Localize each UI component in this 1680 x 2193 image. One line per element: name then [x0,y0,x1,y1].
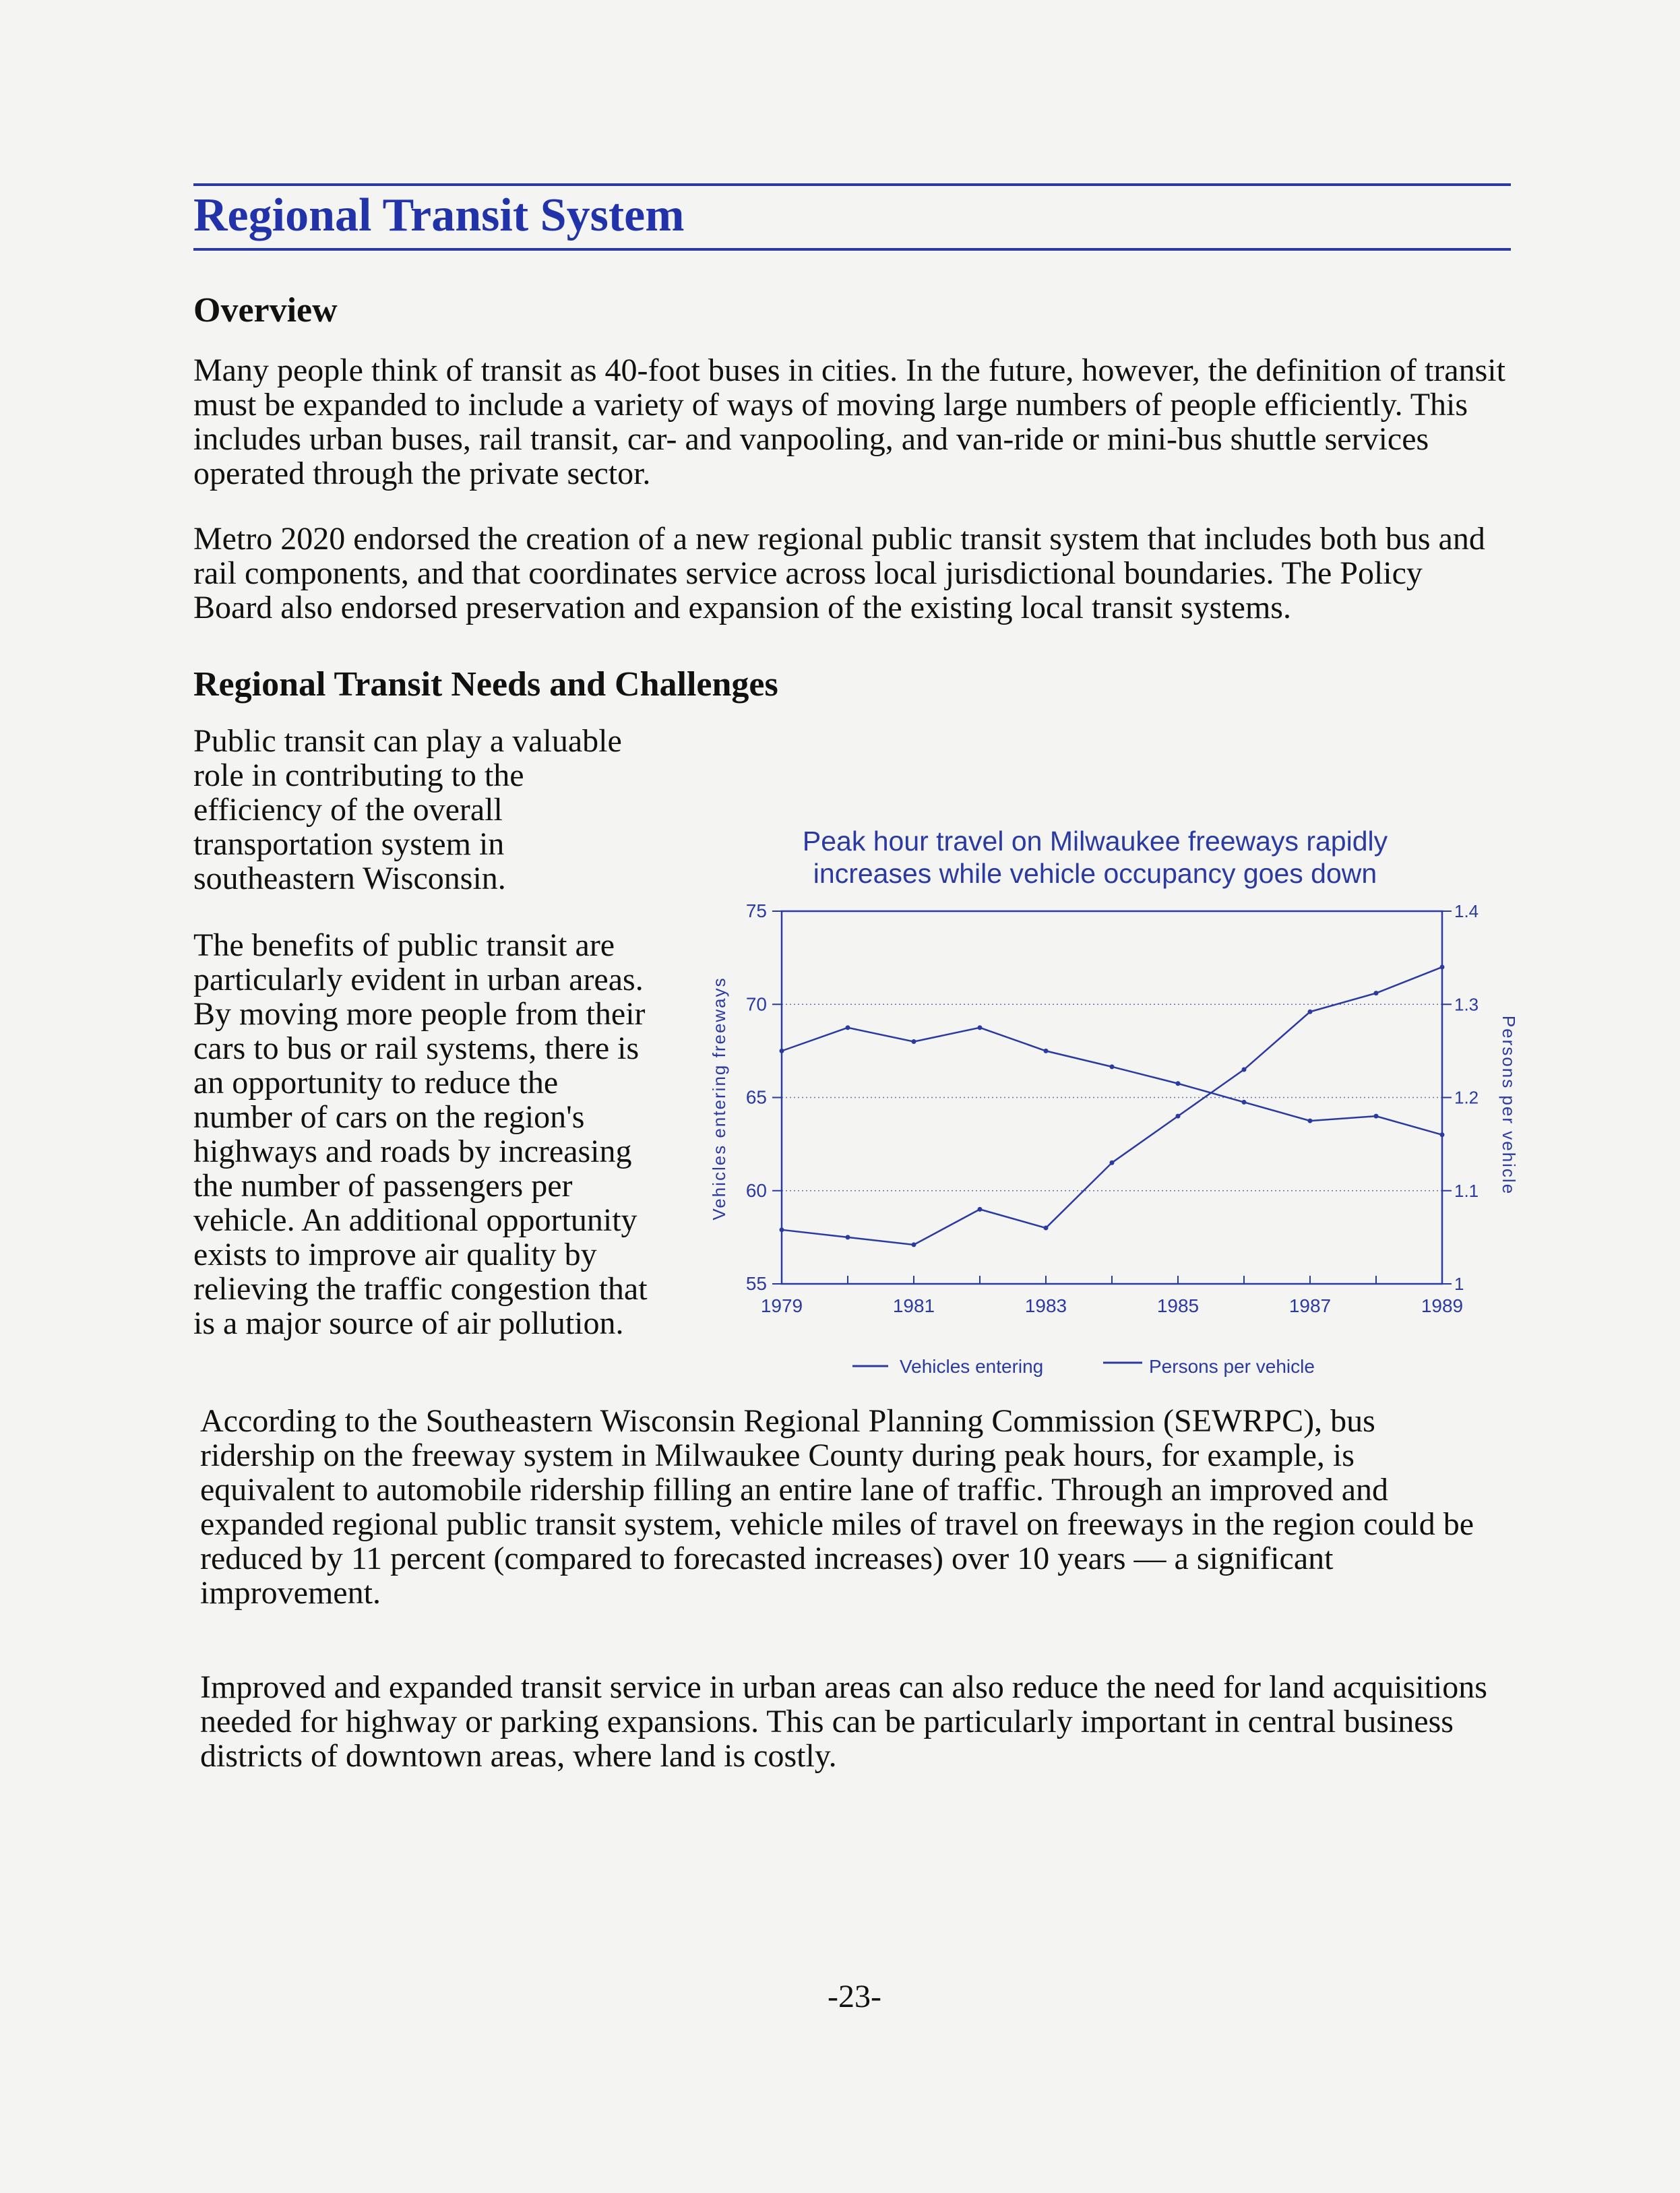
x-tick-label: 1979 [760,1295,803,1316]
overview-heading: Overview [193,291,338,330]
data-point [1242,1068,1247,1072]
series-line-persons [782,1028,1442,1135]
page-title: Regional Transit System [193,189,685,241]
y-tick-label: 75 [745,900,767,921]
data-point [1242,1100,1247,1105]
y2-tick-label: 1.1 [1454,1180,1479,1201]
data-point [780,1227,784,1232]
data-point [1044,1049,1049,1053]
data-point [1374,991,1379,995]
page-number: -23- [828,1979,881,2014]
y2-tick-label: 1.4 [1454,901,1479,921]
data-point [1176,1081,1181,1086]
data-point [846,1025,850,1030]
legend-label-vehicles: Vehicles entering [900,1356,1044,1377]
y-tick-label: 65 [745,1086,767,1108]
data-point [1374,1114,1379,1119]
y2-tick-label: 1.3 [1454,994,1479,1015]
data-point [1110,1161,1115,1165]
data-point [1308,1010,1313,1014]
data-point [1044,1226,1049,1231]
y-tick-label: 70 [745,993,767,1015]
data-point [912,1242,916,1247]
overview-paragraph-1: Many people think of transit as 40-foot buses in cities. In the future, however, the definition of transit must be expanded to include a variety of ways of moving large numbers of people efficiently. This includes urban buses, rail transit, car- and vanpooling, and van-ride or mini-bus shuttle services operated through the private sector. [193,352,1505,491]
chart-series [780,964,1445,1247]
data-point [978,1025,983,1030]
data-point [1176,1114,1181,1119]
right-axis-ticks [1442,901,1479,1294]
data-point [912,1039,916,1044]
plot-area-frame [782,911,1442,1284]
left-axis-ticks [746,900,782,1294]
legend-label-persons: Persons per vehicle [1149,1356,1315,1377]
x-axis-ticks [761,1276,1463,1316]
data-point [1440,1132,1445,1137]
data-point [780,1049,784,1053]
y-tick-label: 60 [745,1179,767,1201]
y2-tick-label: 1 [1454,1274,1464,1294]
x-tick-label: 1989 [1421,1295,1464,1316]
data-point [1440,964,1445,969]
right-axis-label: Persons per vehicle [1499,1015,1519,1196]
x-tick-label: 1983 [1024,1295,1067,1316]
y2-tick-label: 1.2 [1454,1087,1479,1108]
needs-paragraph-2: The benefits of public transit are particularly evident in urban areas. By moving more people from their cars to bus or rail systems, there is an opportunity to reduce the number of cars on the region's highways and roads by increasing the number of passengers per vehicle. An additional opportunity exists to improve air quality by relieving the traffic congestion that is a major source of air pollution. [193,927,648,1341]
data-point [1110,1064,1115,1069]
series-line-vehicles [782,967,1442,1245]
x-tick-label: 1981 [892,1295,935,1316]
needs-paragraph-4: Improved and expanded transit service in urban areas can also reduce the need for land acquisitions needed for highway or parking expansions. This can be particularly important in central business districts of downtown areas, where land is costly. [200,1669,1487,1774]
needs-heading: Regional Transit Needs and Challenges [193,665,778,704]
x-tick-label: 1987 [1288,1295,1332,1316]
chart-title: Peak hour travel on Milwaukee freeways rapidly increases while vehicle occupancy goes down [802,826,1388,889]
left-axis-label: Vehicles entering freeways [709,977,729,1221]
title-rule-bottom [193,248,1511,251]
chart-legend [852,1356,1315,1377]
freeway-chart [701,890,1523,1388]
needs-paragraph-3: According to the Southeastern Wisconsin Regional Planning Commission (SEWRPC), bus ridership on the freeway system in Milwaukee County during peak hours, for example, is equivalent to automobile ridership filling an entire lane of traffic. Through an improved and expanded regional public transit system, vehicle miles of travel on freeways in the region could be reduced by 11 percent (compared to forecasted increases) over 10 years — a significant improvement. [200,1403,1474,1611]
y-tick-label: 55 [745,1273,767,1294]
title-rule-top [193,183,1511,186]
data-point [978,1207,983,1212]
overview-paragraph-2: Metro 2020 endorsed the creation of a new regional public transit system that includes both bus and rail components, and that coordinates service across local jurisdictional boundaries. The Policy Board also endorsed preservation and expansion of the existing local transit systems. [193,521,1485,625]
x-tick-label: 1985 [1156,1295,1200,1316]
data-point [846,1235,850,1239]
needs-paragraph-1: Public transit can play a valuable role in contributing to the efficiency of the overall transportation system in southeastern Wisconsin. [193,723,622,896]
data-point [1308,1119,1313,1123]
